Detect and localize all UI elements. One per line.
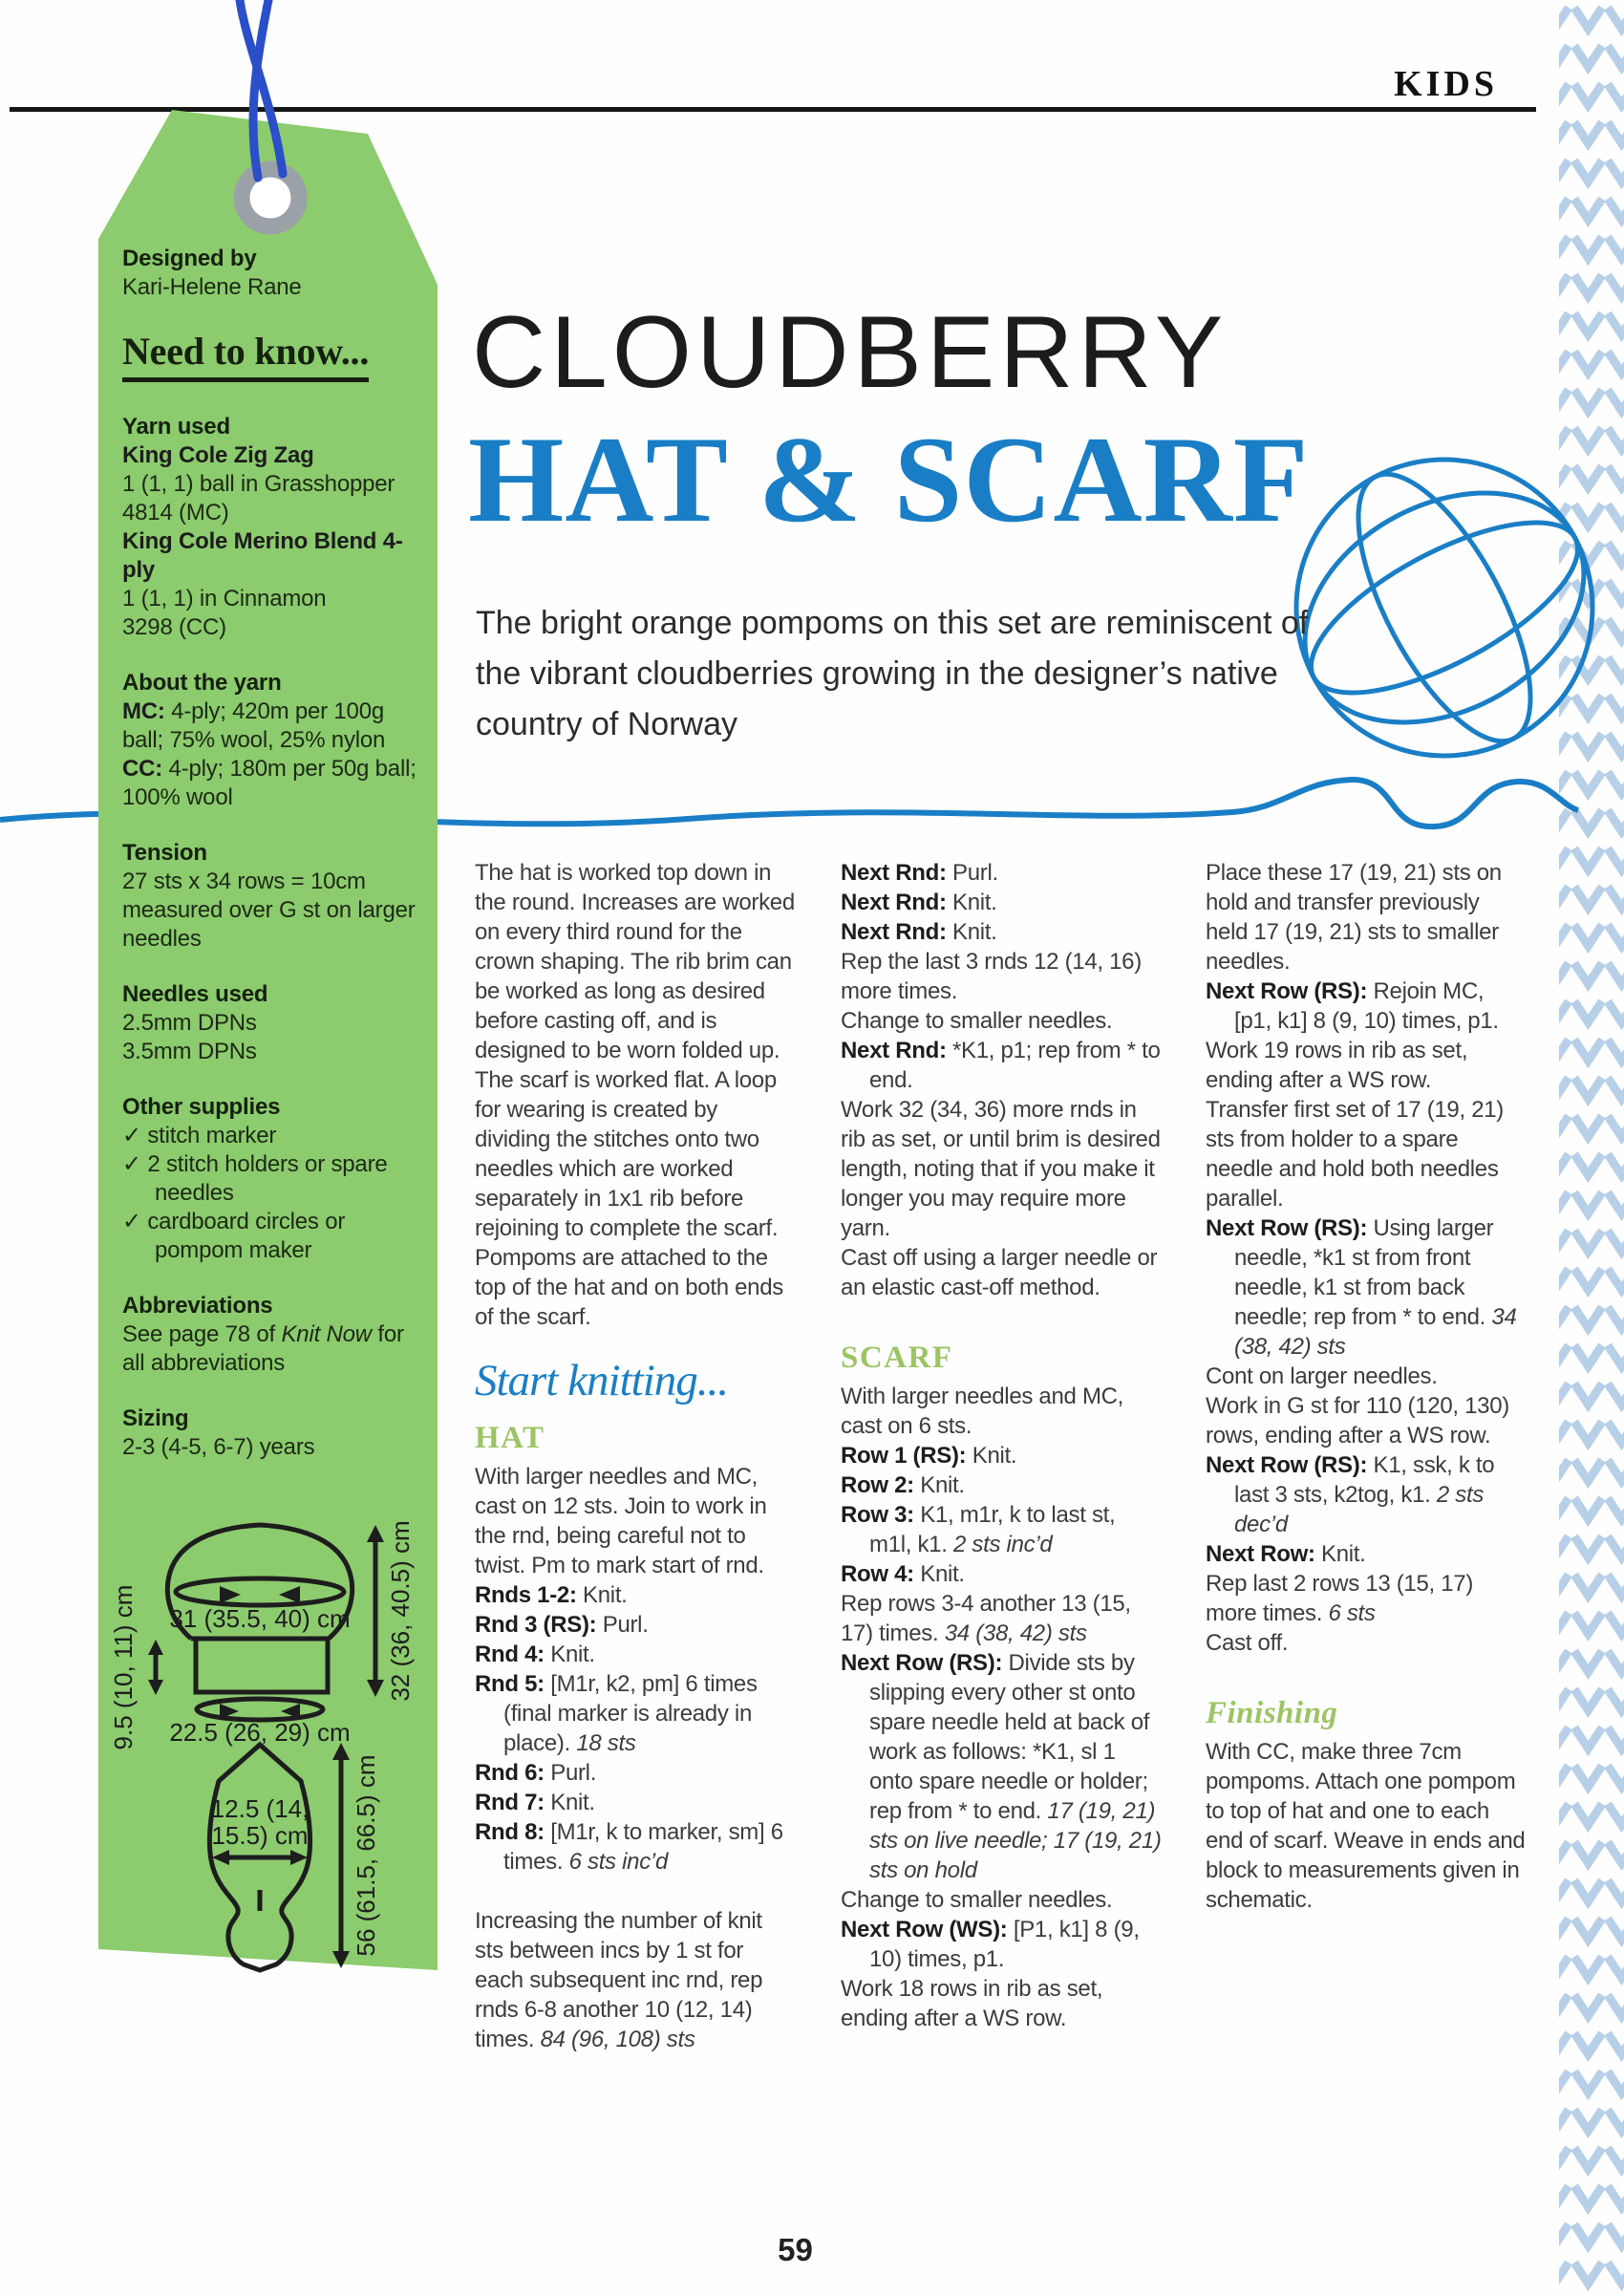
instruction-line bbox=[1206, 976, 1527, 1036]
text-segment: Next Row (WS): bbox=[841, 1917, 1014, 1942]
tag-line bbox=[122, 868, 428, 954]
text-segment: Rnds 1-2: bbox=[475, 1582, 584, 1608]
text-segment: Designed by bbox=[122, 246, 257, 271]
text-segment: Need to know... bbox=[122, 330, 370, 373]
paragraph bbox=[1206, 858, 1527, 976]
text-segment: 4-ply; 180m per 50g ball; 100% wool bbox=[122, 756, 417, 810]
text-segment: Abbreviations bbox=[122, 1293, 273, 1319]
text-segment: 2 sts dec’d bbox=[1234, 1482, 1485, 1537]
text-segment: Purl. bbox=[602, 1612, 649, 1638]
header-rule bbox=[10, 107, 1536, 112]
text-segment: Knit. bbox=[1321, 1541, 1366, 1567]
instruction-line bbox=[1206, 1539, 1527, 1569]
spacer bbox=[1206, 1658, 1527, 1687]
text-segment: ✓ stitch marker bbox=[122, 1123, 277, 1148]
instruction-line bbox=[841, 1441, 1162, 1470]
text-segment: Purl. bbox=[550, 1760, 597, 1786]
paragraph bbox=[1206, 1391, 1527, 1450]
paragraph bbox=[475, 1462, 796, 1580]
scarf-length-label: 56 (61.5, 66.5) cm bbox=[352, 1754, 380, 1957]
tag-section-heading bbox=[122, 1093, 428, 1122]
text-segment: Rep rows 3-4 another 13 (15, 17) times. bbox=[841, 1591, 1131, 1646]
paragraph bbox=[841, 1885, 1162, 1915]
paragraph bbox=[1206, 1095, 1527, 1213]
tag-line bbox=[122, 1009, 428, 1038]
text-segment: Cont on larger needles. bbox=[1206, 1363, 1438, 1389]
need-to-know-heading bbox=[122, 331, 369, 382]
text-segment: Knit. bbox=[920, 1561, 965, 1587]
text-segment: Work 18 rows in rib as set, ending after a WS row. bbox=[841, 1976, 1103, 2031]
instruction-line bbox=[1206, 1450, 1527, 1539]
text-segment: Rep last 2 rows 13 (15, 17) more times. bbox=[1206, 1571, 1474, 1626]
tag-line bbox=[122, 441, 428, 470]
text-segment: Row 2: bbox=[841, 1472, 921, 1498]
instruction-line bbox=[841, 858, 1162, 888]
text-segment: Next Row (RS): bbox=[1206, 1215, 1374, 1241]
text-segment: With CC, make three 7cm pompoms. Attach one pompom to top of hat and one to each end of scarf. Weave in ends and block to measurements given in schematic. bbox=[1206, 1739, 1526, 1913]
text-segment: 3.5mm DPNs bbox=[122, 1039, 257, 1064]
text-segment: 84 (96, 108) sts bbox=[540, 2027, 695, 2052]
text-segment: 34 (38, 42) sts bbox=[1234, 1304, 1517, 1360]
instructions-column-1 bbox=[475, 858, 796, 2054]
section-label: KIDS bbox=[1394, 64, 1498, 104]
text-segment: Next Rnd: bbox=[841, 860, 953, 886]
tag-section-heading bbox=[122, 1405, 428, 1433]
tag-line bbox=[122, 697, 428, 755]
text-segment: King Cole Zig Zag bbox=[122, 442, 314, 468]
tag-line bbox=[122, 499, 428, 527]
text-segment: See page 78 of bbox=[122, 1321, 282, 1347]
instruction-line bbox=[841, 1470, 1162, 1500]
text-segment: Knit Now bbox=[281, 1321, 372, 1347]
paragraph bbox=[841, 1974, 1162, 2033]
text-segment: Change to smaller needles. bbox=[841, 1887, 1113, 1913]
instruction-line bbox=[1206, 1213, 1527, 1362]
text-segment: Work in G st for 110 (120, 130) rows, ending after a WS row. bbox=[1206, 1393, 1509, 1448]
text-segment: Knit. bbox=[952, 890, 997, 915]
hat-brim-height-label: 9.5 (10, 11) cm bbox=[109, 1584, 138, 1750]
instruction-line bbox=[841, 1036, 1162, 1095]
text-segment: Knit. bbox=[920, 1472, 965, 1498]
text-segment: Knit. bbox=[972, 1443, 1017, 1469]
text-segment: Work 32 (34, 36) more rnds in rib as set, or until brim is desired length, noting that if you make it longer you may require more yarn. bbox=[841, 1097, 1161, 1241]
text-segment: K1, m1r, k to last st, m1l, k1. bbox=[869, 1502, 1116, 1557]
text-segment: ✓ cardboard circles or pompom maker bbox=[122, 1209, 346, 1263]
text-segment: HAT bbox=[475, 1421, 545, 1455]
text-segment: 1 (1, 1) in Cinnamon bbox=[122, 586, 327, 612]
text-segment: 4814 (MC) bbox=[122, 500, 229, 526]
text-segment: ✓ 2 stitch holders or spare needles bbox=[122, 1151, 388, 1206]
text-segment: 27 sts x 34 rows = 10cm measured over G st on larger needles bbox=[122, 869, 416, 952]
paragraph bbox=[841, 1589, 1162, 1648]
tag-line bbox=[122, 613, 428, 642]
text-segment: 2-3 (4-5, 6-7) years bbox=[122, 1434, 315, 1460]
tag-line bbox=[122, 527, 428, 585]
tag-section-heading bbox=[122, 413, 428, 441]
text-segment: Next Row (RS): bbox=[1206, 978, 1374, 1004]
section-heading bbox=[475, 1420, 796, 1456]
instruction-line bbox=[475, 1669, 796, 1758]
instruction-line bbox=[841, 917, 1162, 947]
text-segment: Needles used bbox=[122, 981, 268, 1007]
instruction-line bbox=[475, 1817, 796, 1877]
text-segment: 34 (38, 42) sts bbox=[944, 1620, 1087, 1646]
text-segment: Rnd 7: bbox=[475, 1790, 551, 1815]
page-number: 59 bbox=[778, 2232, 813, 2267]
instruction-line bbox=[841, 888, 1162, 917]
spacer bbox=[841, 1302, 1162, 1332]
text-segment: Using larger needle, *k1 st from front needle, k1 st from back needle; rep from * to end. bbox=[1234, 1215, 1494, 1330]
text-segment: Knit. bbox=[952, 919, 997, 945]
instruction-line bbox=[841, 1559, 1162, 1589]
text-segment: About the yarn bbox=[122, 670, 282, 696]
instruction-line bbox=[475, 1610, 796, 1640]
tag-line bbox=[122, 1433, 428, 1462]
paragraph bbox=[1206, 1569, 1527, 1628]
tag-line bbox=[122, 585, 428, 613]
instruction-line bbox=[475, 1580, 796, 1610]
text-segment: MC: bbox=[122, 698, 165, 724]
text-segment: Rnd 4: bbox=[475, 1642, 551, 1667]
paragraph bbox=[841, 1006, 1162, 1036]
knit-chevron-border bbox=[1559, 0, 1624, 2296]
hat-height-label: 32 (36, 40.5) cm bbox=[386, 1520, 415, 1702]
pattern-kicker-title: CLOUDBERRY bbox=[472, 294, 1229, 409]
paragraph bbox=[841, 1243, 1162, 1302]
tag-line bbox=[122, 755, 428, 812]
paragraph bbox=[475, 858, 796, 1332]
instruction-line bbox=[475, 1640, 796, 1669]
text-segment: 3298 (CC) bbox=[122, 614, 226, 640]
text-segment: Cast off. bbox=[1206, 1630, 1289, 1656]
checklist-item bbox=[122, 1122, 428, 1150]
paragraph bbox=[841, 1382, 1162, 1441]
tag-line bbox=[122, 1038, 428, 1066]
text-segment: SCARF bbox=[841, 1341, 953, 1375]
text-segment: *K1, p1; rep from * to end. bbox=[869, 1038, 1161, 1093]
text-segment: Next Rnd: bbox=[841, 1038, 953, 1063]
text-segment: Next Row: bbox=[1206, 1541, 1322, 1567]
tag-line bbox=[122, 273, 428, 302]
text-segment: 6 sts inc’d bbox=[568, 1849, 668, 1875]
paragraph bbox=[475, 1906, 796, 2054]
tag-hole bbox=[242, 169, 299, 226]
checklist-item bbox=[122, 1208, 428, 1265]
tag-info-panel bbox=[122, 245, 428, 1462]
text-segment: King Cole Merino Blend 4-ply bbox=[122, 528, 403, 583]
text-segment: Tension bbox=[122, 840, 207, 866]
text-segment: 4-ply; 420m per 100g ball; 75% wool, 25% nylon bbox=[122, 698, 386, 753]
text-segment: 2 sts inc’d bbox=[953, 1532, 1053, 1557]
text-segment: Rnd 6: bbox=[475, 1760, 551, 1786]
text-segment: With larger needles and MC, cast on 12 sts. Join to work in the rnd, being careful not to twist. Pm to mark start of rnd. bbox=[475, 1464, 767, 1578]
scarf-width-label-line1: 12.5 (14, bbox=[210, 1794, 310, 1823]
tag-line bbox=[122, 1320, 428, 1378]
text-segment: Knit. bbox=[583, 1582, 628, 1608]
text-segment: for all abbreviations bbox=[122, 1321, 404, 1376]
text-segment: Next Rnd: bbox=[841, 890, 953, 915]
instructions-column-3 bbox=[1206, 858, 1527, 1915]
pattern-main-title: HAT & SCARF bbox=[468, 411, 1310, 547]
text-segment: Rnd 8: bbox=[475, 1819, 551, 1845]
text-segment: Yarn used bbox=[122, 414, 230, 440]
text-segment: CC: bbox=[122, 756, 163, 782]
instruction-line bbox=[841, 1915, 1162, 1974]
hat-circumference-label: 31 (35.5, 40) cm bbox=[169, 1604, 351, 1633]
tag-section-heading bbox=[122, 839, 428, 868]
paragraph bbox=[841, 947, 1162, 1006]
instructions-column-2 bbox=[841, 858, 1162, 2033]
text-segment: Knit. bbox=[550, 1790, 595, 1815]
text-segment: 18 sts bbox=[576, 1730, 636, 1756]
text-segment: 17 (19, 21) sts on live needle; 17 (19, 21) sts on hold bbox=[869, 1798, 1162, 1883]
text-segment: [M1r, k to marker, sm] 6 times. bbox=[503, 1819, 783, 1875]
tag-section-heading bbox=[122, 1292, 428, 1320]
text-segment: Knit. bbox=[550, 1642, 595, 1667]
text-segment: Increasing the number of knit sts between incs by 1 st for each subsequent inc rnd, rep rnds 6-8 another 10 (12, 14) times. bbox=[475, 1908, 763, 2052]
paragraph bbox=[841, 1095, 1162, 1243]
start-knitting-heading bbox=[475, 1355, 796, 1406]
text-segment: Purl. bbox=[952, 860, 998, 886]
text-segment: Finishing bbox=[1206, 1696, 1338, 1730]
pattern-intro: The bright orange pompoms on this set are reminiscent of the vibrant cloudberries growing in the designer’s native country of Norway bbox=[476, 605, 1309, 742]
tag-section-heading bbox=[122, 980, 428, 1009]
section-heading bbox=[1206, 1695, 1527, 1731]
instruction-line bbox=[475, 1788, 796, 1817]
text-segment: Change to smaller needles. bbox=[841, 1008, 1113, 1034]
text-segment: Rep the last 3 rnds 12 (14, 16) more times. bbox=[841, 949, 1142, 1004]
text-segment: 2.5mm DPNs bbox=[122, 1010, 257, 1036]
tag-line bbox=[122, 470, 428, 499]
text-segment: K1, ssk, k to last 3 sts, k2tog, k1. bbox=[1234, 1452, 1495, 1508]
checklist-item bbox=[122, 1150, 428, 1208]
text-segment: Next Rnd: bbox=[841, 919, 953, 945]
text-segment: Next Row (RS): bbox=[841, 1650, 1009, 1676]
text-segment: Place these 17 (19, 21) sts on hold and transfer previously held 17 (19, 21) sts to smaller needles. bbox=[1206, 860, 1502, 975]
text-segment: Next Row (RS): bbox=[1206, 1452, 1374, 1478]
text-segment: Row 4: bbox=[841, 1561, 921, 1587]
tag-section-heading bbox=[122, 669, 428, 697]
paragraph bbox=[1206, 1362, 1527, 1391]
text-segment: Divide sts by slipping every other st onto spare needle held at back of work as follows: *K1, sl 1 onto spare needle or holder; rep from * to end. bbox=[869, 1650, 1150, 1824]
text-segment: Other supplies bbox=[122, 1094, 281, 1120]
hat-brim-width-label: 22.5 (26, 29) cm bbox=[169, 1718, 351, 1747]
text-segment: Rejoin MC, [p1, k1] 8 (9, 10) times, p1. bbox=[1234, 978, 1499, 1034]
text-segment: 6 sts bbox=[1328, 1600, 1376, 1626]
text-segment: Row 1 (RS): bbox=[841, 1443, 972, 1469]
text-segment: Transfer first set of 17 (19, 21) sts from holder to a spare needle and hold both needles parallel. bbox=[1206, 1097, 1505, 1212]
text-segment: Rnd 5: bbox=[475, 1671, 551, 1697]
text-segment: Rnd 3 (RS): bbox=[475, 1612, 603, 1638]
instruction-line bbox=[841, 1500, 1162, 1559]
section-heading bbox=[841, 1340, 1162, 1376]
paragraph bbox=[1206, 1737, 1527, 1915]
text-segment: [M1r, k2, pm] 6 times (final marker is already in place). bbox=[503, 1671, 758, 1756]
text-segment: Kari-Helene Rane bbox=[122, 274, 302, 300]
tag-section-heading bbox=[122, 245, 428, 273]
text-segment: Sizing bbox=[122, 1405, 189, 1431]
instruction-line bbox=[841, 1648, 1162, 1885]
scarf-width-label-line2: 15.5) cm bbox=[211, 1821, 309, 1850]
spacer bbox=[475, 1877, 796, 1906]
text-segment: Row 3: bbox=[841, 1502, 921, 1528]
text-segment: Work 19 rows in rib as set, ending after a WS row. bbox=[1206, 1038, 1468, 1093]
paragraph bbox=[1206, 1036, 1527, 1095]
text-segment: The hat is worked top down in the round. Increases are worked on every third round for the crown shaping. The rib brim can be worked as long as desired before casting off, and is designed to be worn folded up. The scarf is worked flat. A loop for wearing is created by dividing the stitches onto two needles which are worked separately in 1x1 rib before rejoining to complete the scarf. Pompoms are attached to the top of the hat and on both ends of the scarf. bbox=[475, 860, 795, 1330]
text-segment: 1 (1, 1) ball in Grasshopper bbox=[122, 471, 395, 497]
text-segment: Cast off using a larger needle or an elastic cast-off method. bbox=[841, 1245, 1158, 1300]
text-segment: With larger needles and MC, cast on 6 sts. bbox=[841, 1384, 1124, 1439]
text-segment: Start knitting... bbox=[475, 1356, 728, 1405]
text-segment: [P1, k1] 8 (9, 10) times, p1. bbox=[869, 1917, 1140, 1972]
instruction-line bbox=[475, 1758, 796, 1788]
paragraph bbox=[1206, 1628, 1527, 1658]
